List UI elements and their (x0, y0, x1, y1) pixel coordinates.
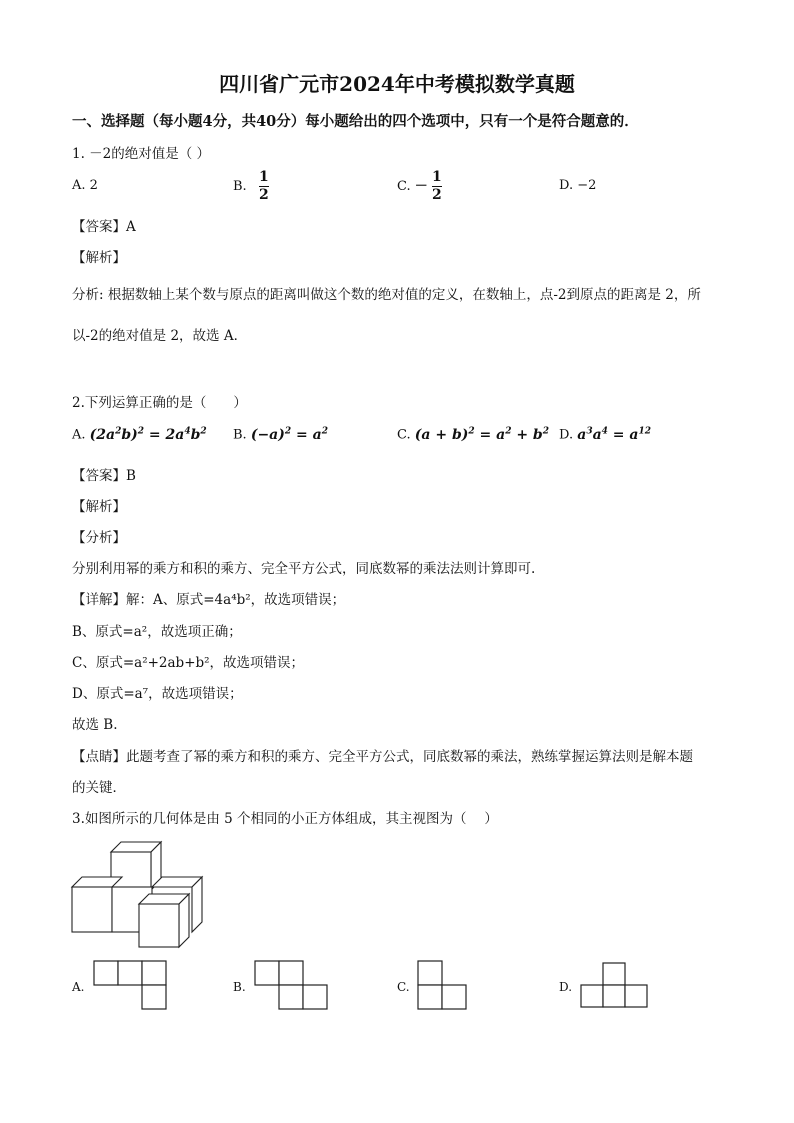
q1-analysis-line2: 以-2的绝对值是 2，故选 A． (72, 328, 248, 344)
q1-option-b-fraction (259, 170, 269, 203)
q1-option-b-label: B. (233, 179, 247, 194)
q1-analysis-line1: 分析: 根据数轴上某个数与原点的距离叫做这个数的绝对值的定义，在数轴上，点-2到原点的距离是 2，所 (72, 287, 701, 303)
q2-fenxi-text: 分别利用幂的乘方和积的乘方、完全平方公式，同底数幂的乘法法则计算即可. (72, 561, 536, 577)
q1-jiexi-label: 【解析】 (72, 250, 126, 266)
q3-option-a-label: A. (72, 980, 85, 994)
q2-detail-line4: D、原式=a⁷，故选项错误； (72, 686, 243, 702)
q1-option-b (233, 170, 269, 203)
q3-option-a-shape (93, 960, 169, 1012)
q3-stem: 3.如图所示的几何体是由 5 个相同的小正方体组成，其主视图为（ ） (72, 811, 498, 827)
q1-option-c-label: C. (397, 179, 411, 194)
q2-detail-line1: 【详解】解：A、原式=4a⁴b²，故选项错误； (72, 592, 346, 608)
q3-option-b-label: B. (233, 980, 246, 994)
q2-option-d-label: D. (559, 427, 574, 443)
q2-answer: 【答案】B (72, 468, 136, 484)
q1-option-a: A. 2 (72, 178, 98, 193)
q1-option-d: D. −2 (559, 178, 597, 193)
q1-option-c-sign: － (414, 179, 428, 194)
q2-jiexi-label: 【解析】 (72, 499, 126, 515)
q2-option-c-formula: $(a + b)^2 = a^2 + b^2$ (414, 426, 549, 443)
q2-option-c (397, 426, 549, 443)
q1-answer: 【答案】A (72, 219, 136, 235)
q3-cube-figure (66, 832, 216, 952)
q2-option-a-label: A. (72, 427, 86, 443)
q2-option-a (72, 426, 207, 443)
q2-option-b-formula: $(-a)^2 = a^2$ (250, 426, 328, 443)
q2-option-b (233, 426, 328, 443)
q2-fenxi-label: 【分析】 (72, 530, 126, 546)
q1-option-c-denominator: 2 (432, 187, 442, 203)
q2-dianjing-line1: 【点睛】此题考查了幂的乘方和积的乘方、完全平方公式，同底数幂的乘法，熟练掌握运算法则是解本题 (72, 749, 693, 765)
section-header: 一、选择题（每小题4分，共40分）每小题给出的四个选项中，只有一个是符合题意的． (72, 113, 639, 130)
q1-option-c (397, 170, 442, 203)
q1-option-b-denominator: 2 (258, 187, 269, 203)
q3-option-d-shape (579, 962, 649, 1012)
q1-stem: 1. －2的绝对值是（ ） (72, 146, 211, 162)
q2-conclusion: 故选 B. (72, 717, 118, 733)
q2-option-a-formula: $(2a^2b)^2 = 2a^4b^2$ (89, 426, 207, 443)
q2-detail-line2: B、原式=a²，故选项正确； (72, 624, 242, 640)
q2-option-d-formula: $a^3a^4 = a^{12}$ (577, 426, 652, 443)
q2-stem: 2.下列运算正确的是（ ） (72, 395, 247, 411)
q3-option-c-shape (417, 960, 469, 1012)
q3-option-b-shape (254, 960, 330, 1012)
q2-option-c-label: C. (397, 427, 411, 443)
q3-option-c-label: C. (397, 980, 410, 994)
q2-option-b-label: B. (233, 427, 247, 443)
q2-dianjing-line2: 的关键． (72, 780, 126, 796)
q2-option-d (559, 426, 651, 443)
q3-option-d-label: D. (559, 980, 573, 994)
q1-option-b-numerator: 1 (258, 169, 269, 185)
q1-option-c-fraction (432, 170, 442, 203)
q2-detail-line3: C、原式=a²+2ab+b²，故选项错误； (72, 655, 305, 671)
q1-option-c-numerator: 1 (432, 169, 442, 185)
page-title: 四川省广元市2024年中考模拟数学真题 (219, 72, 575, 96)
